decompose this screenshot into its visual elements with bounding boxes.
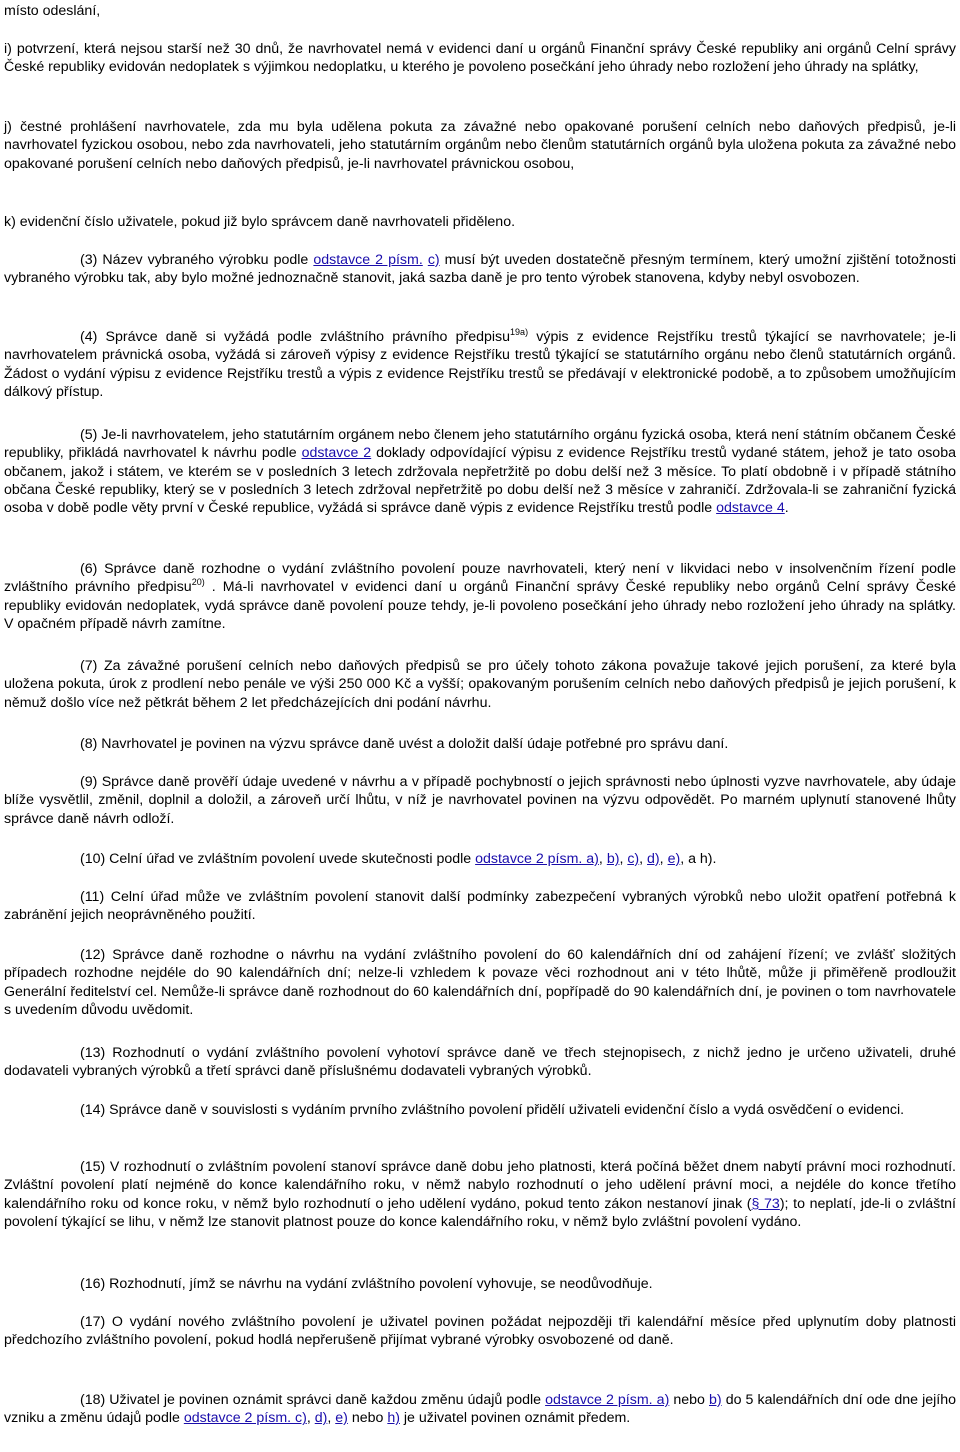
link-e[interactable]: e) xyxy=(667,851,681,867)
item-j: j) čestné prohlášení navrhovatele, zda mu byla udělena pokuta za závažné nebo opakované porušení celních nebo daňových předpisů, je-li navrhovatel fyzickou osobou, nebo zda navrhovateli, jeho statutárním orgánům nebo členům statutárních orgánů byla uložena pokuta za závažné nebo opakované porušení celních nebo daňových předpisů, je-li navrhovatel právnickou osobou, xyxy=(4,119,956,172)
item-h-tail: místo odeslání, xyxy=(4,3,101,19)
paragraph-3: (3) Název vybraného výrobku podle odstavce 2 písm. c) musí být uveden dostatečně přesným termínem, který umožní zjištění totožnosti vybraného výrobku tak, aby bylo možné jednoznačně stanovit, jaká sazba daně je pro tento výrobek stanovena, kdyby nebyl osvobozen. xyxy=(4,252,956,287)
paragraph-13: (13) Rozhodnutí o vydání zvláštního povolení vyhotoví správce daně ve třech stejnopisech, z nichž jedno je určeno uživateli, druhé dodavateli vybraných výrobků a třetí správci daně příslušnému dodavateli vybraných výrobků. xyxy=(4,1045,956,1080)
paragraph-12: (12) Správce daně rozhodne o návrhu na vydání zvláštního povolení do 60 kalendářních dní od zahájení řízení; ve zvlášť složitých případech rozhodne nejdéle do 90 kalendářních dní; nelze-li vzhledem k povaze věci rozhodnout ani v této lhůtě, může ji přiměřeně prodloužit Generální ředitelství cel. Nemůže-li správce daně rozhodnout do 60 kalendářních dní, popřípadě do 90 kalendářních dní, je povinen o tom navrhovatele s uvedením důvodu uvědomit. xyxy=(4,947,956,1018)
paragraph-18: (18) Uživatel je povinen oznámit správci daně každou změnu údajů podle odstavce 2 písm. a) nebo b) do 5 kalendářních dní ode dne jejího vzniku a změnu údajů podle odstavce 2 písm. c), d), e) nebo h) je uživatel povinen oznámit předem. xyxy=(4,1392,956,1427)
paragraph-6: (6) Správce daně rozhodne o vydání zvláštního povolení pouze navrhovateli, který není v likvidaci nebo v insolvenčním řízení podle zvláštního právního předpisu$^{20)}$ . Má-li navrhovatel v evidenci daní u orgánů Finanční správy České republiky nebo orgánů Celní správy České republiky evidován nedoplatek, vydá správce daně povolení pouze tehdy, je-li povoleno posečkání jeho úhrady nebo rozložení jeho úhrady na splátky. V opačném případě návrh zamítne. xyxy=(4,561,956,632)
link-odstavce-2[interactable]: odstavce 2 xyxy=(301,445,372,462)
paragraph-15: (15) V rozhodnutí o zvláštním povolení stanoví správce daně dobu jeho platnosti, která počíná běžet dnem nabytí právní moci rozhodnutí. Zvláštní povolení platí nejméně do konce kalendářního roku, v němž nabylo rozhodnutí o jeho udělení právní moci, a nejdéle do konce třetího kalendářního roku od konce roku, v němž bylo rozhodnutí o jeho udělení vydáno, pokud tento zákon nestanoví jinak (§ 73); to neplatí, jde-li o zvláštní povolení týkající se lihu, v němž lze stanovit platnost pouze do konce kalendářního roku, v němž bylo zvláštní povolení vydáno. xyxy=(4,1159,956,1230)
paragraph-10: (10) Celní úřad ve zvláštním povolení uvede skutečnosti podle odstavce 2 písm. a), b), c), d), e), a h). xyxy=(80,851,717,867)
item-i: i) potvrzení, která nejsou starší než 30 dnů, že navrhovatel nemá v evidenci daní u orgánů Finanční správy České republiky ani orgánů Celní správy České republiky evidován nedoplatek s výjimkou nedoplatku, u kterého je povoleno posečkání jeho úhrady nebo rozložení jeho úhrady na splátky, xyxy=(4,41,956,76)
paragraph-14: (14) Správce daně v souvislosti s vydáním prvního zvláštního povolení přidělí uživateli evidenční číslo a vydá osvědčení o evidenci. xyxy=(80,1102,905,1118)
paragraph-5: (5) Je-li navrhovatelem, jeho statutárním orgánem nebo členem jeho statutárního orgánu fyzická osoba, která není státním občanem České republiky, přikládá navrhovatel k návrhu podle odstavce 2 doklady odpovídající výpisu z evidence Rejstříku trestů vydané státem, jehož je tato osoba občanem, jakož i státem, ve kterém se v posledních 3 letech zdržovala nepřetržitě po dobu delší než 3 měsíce. To platí obdobně i v případě státního občana České republiky, který se v posledních 3 letech zdržoval nepřetržitě po dobu delší než 3 měsíce v zahraničí. Zdržovala-li se zahraniční fyzická osoba v době podle věty první v České republice, vyžádá si správce daně výpis z evidence Rejstříku trestů podle odstavce 4. xyxy=(4,427,956,517)
link-d[interactable]: d) xyxy=(647,851,660,867)
link-d[interactable]: d) xyxy=(314,1410,328,1427)
link-odstavce-2-pism-a[interactable]: odstavce 2 písm. a) xyxy=(545,1392,670,1408)
link-c[interactable]: c) xyxy=(427,252,440,268)
link-b[interactable]: b) xyxy=(606,851,620,867)
paragraph-11: (11) Celní úřad může ve zvláštním povolení stanovit další podmínky zabezpečení vybraných výrobků nebo uložit opatření potřebná k zabránění jejich neoprávněného použití. xyxy=(4,889,956,924)
footnote-ref-20: 20) xyxy=(191,577,205,588)
paragraph-7: (7) Za závažné porušení celních nebo daňových předpisů se pro účely tohoto zákona považuje takové jejich porušení, za které byla uložena pokuta, úrok z prodlení nebo penále ve výši 250 000 Kč a vyšší; opakovaným porušením celních nebo daňových předpisů je jejich porušení, k němuž došlo více než pětkrát během 2 let předcházejících dni podání návrhu. xyxy=(4,658,956,711)
link-c[interactable]: c) xyxy=(627,851,640,867)
paragraph-4: (4) Správce daně si vyžádá podle zvláštního právního předpisu$^{19a)}$ výpis z evidence Rejstříku trestů týkající se navrhovatele; je-li navrhovatelem právnická osoba, vyžádá si zároveň výpisy z evidence Rejstříku trestů týkající se statutárního orgánu nebo členů statutárních orgánů. Žádost o vydání výpisu z evidence Rejstříku trestů a výpis z evidence Rejstříku trestů se předávají v elektronické podobě, a to způsobem umožňujícím dálkový přístup. xyxy=(4,327,956,400)
paragraph-9: (9) Správce daně prověří údaje uvedené v návrhu a v případě pochybností o jejich správnosti nebo úplnosti vyzve navrhovatele, aby údaje blíže vysvětlil, změnil, doplnil a doložil, a zároveň určí lhůtu, v níž je navrhovatel povinen na výzvu odpovědět. Po marném uplynutí stanovené lhůty správce daně návrh odloží. xyxy=(4,774,956,827)
link-h[interactable]: h) xyxy=(387,1410,400,1427)
item-k: k) evidenční číslo uživatele, pokud již bylo správcem daně navrhovateli přiděleno. xyxy=(4,214,516,230)
paragraph-16: (16) Rozhodnutí, jímž se návrhu na vydání zvláštního povolení vyhovuje, se neodůvodňuje. xyxy=(80,1276,653,1292)
link-e[interactable]: e) xyxy=(335,1410,348,1427)
footnote-ref-19a: 19a) xyxy=(510,327,529,337)
link-odstavce-2-pism-c[interactable]: odstavce 2 písm. c) xyxy=(183,1410,307,1427)
link-section-73[interactable]: § 73 xyxy=(751,1195,780,1212)
link-odstavce-2-pism[interactable]: odstavce 2 písm. xyxy=(313,252,423,268)
link-odstavce-4[interactable]: odstavce 4 xyxy=(716,500,785,517)
link-odstavce-2-pism-a[interactable]: odstavce 2 písm. a) xyxy=(475,851,599,867)
paragraph-8: (8) Navrhovatel je povinen na výzvu správce daně uvést a doložit další údaje potřebné pro správu daní. xyxy=(80,736,729,752)
paragraph-17: (17) O vydání nového zvláštního povolení je uživatel povinen požádat nejpozději tři kalendářní měsíce před uplynutím doby platnosti předchozího zvláštního povolení, pokud hodlá nepřerušeně přijímat vybrané výrobky osvobozené od daně. xyxy=(4,1314,956,1349)
link-b[interactable]: b) xyxy=(709,1392,722,1408)
